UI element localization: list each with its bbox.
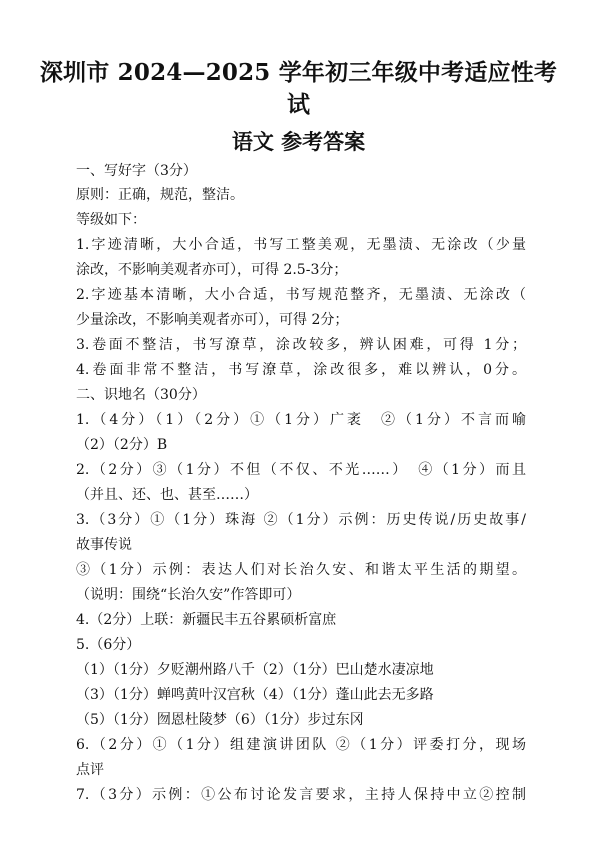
text-line: 3.卷面不整洁，书写潦草，涂改较多，辨认困难，可得 1分； [76, 337, 526, 353]
text-line: 4.（2分）上联：新疆民丰五谷累硕析富庶 [76, 612, 337, 628]
text-line: 4.卷面非常不整洁，书写潦草，涂改很多，难以辨认，0分。 [76, 362, 526, 378]
text-line: 2.字迹基本清晰，大小合适，书写规范整齐，无墨渍、无涂改（ [76, 287, 526, 303]
text-line: （3）（1分）蝉鸣黄叶汉宫秋（4）（1分）蓬山此去无多路 [76, 687, 434, 703]
section-heading-handwriting: 一、写好字（3分） [76, 163, 197, 179]
text-line: 5.（6分） [76, 637, 141, 653]
text-line: 3.（3分）①（1分）珠海 ②（1分）示例：历史传说/历史故事/ [76, 512, 526, 528]
document-subtitle: 语文 参考答案 [231, 129, 366, 154]
text-line: 少量涂改，不影响美观者亦可），可得 2分； [76, 312, 349, 328]
text-line: 2.（2分）③（1分）不但（不仅、不光……） ④（1分）而且 [76, 462, 526, 478]
text-line: （1）（1分）夕贬潮州路八千（2）（1分）巴山楚水凄凉地 [76, 662, 434, 678]
text-line: （5）（1分）囫恩杜陵梦（6）（1分）步过东冈 [76, 712, 364, 728]
text-line: 1.（4分）（1）（2分）①（1分）广袤 ②（1分）不言而喻 [76, 412, 526, 428]
text-line: 等级如下： [76, 212, 146, 228]
text-line: 故事传说 [76, 537, 132, 553]
text-line: ③（1分）示例：表达人们对长治久安、和谐太平生活的期望。 [76, 562, 526, 578]
section-heading-place-names: 二、识地名（30分） [76, 387, 206, 403]
text-line: 原则：正确，规范，整洁。 [76, 187, 244, 203]
text-line: （说明：围绕“长治久安”作答即可） [76, 587, 301, 603]
document-title: 深圳市 2024—2025 学年初三年级中考适应性考 [39, 59, 558, 86]
text-line: （并且、还、也、甚至……） [76, 487, 258, 503]
text-line: 点评 [76, 762, 104, 778]
text-line: 涂改，不影响美观者亦可），可得 2.5-3分； [76, 262, 348, 278]
text-line: （2）（2分）B [76, 437, 168, 453]
document-title-continued: 试 [287, 91, 310, 118]
text-line: 1.字迹清晰，大小合适，书写工整美观，无墨渍、无涂改（少量 [76, 237, 526, 253]
text-line: 6.（2分）①（1分）组建演讲团队 ②（1分）评委打分，现场 [76, 737, 526, 753]
text-line: 7.（3分）示例：①公布讨论发言要求，主持人保持中立②控制 [76, 787, 526, 803]
